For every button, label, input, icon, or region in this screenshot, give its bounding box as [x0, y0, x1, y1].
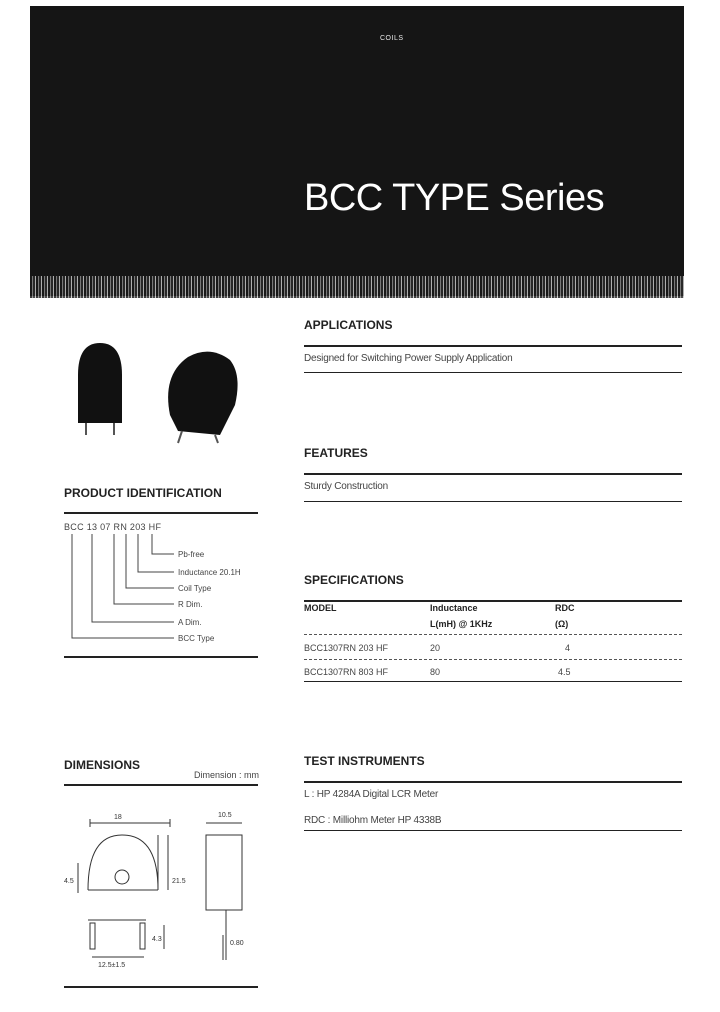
product-identification-rule-bottom — [64, 656, 258, 658]
spec-row2-model: BCC1307RN 803 HF — [304, 667, 389, 677]
test-instruments-heading: TEST INSTRUMENTS — [304, 754, 425, 768]
coil-front-image — [78, 343, 122, 435]
header-banner — [30, 6, 684, 296]
test-instrument-line-1: L : HP 4284A Digital LCR Meter — [304, 789, 439, 800]
dim-pin-length-label: 4.3 — [152, 936, 162, 943]
spec-header-rdc: RDC — [555, 603, 575, 613]
applications-heading: APPLICATIONS — [304, 318, 393, 332]
legend-inductance: Inductance 20.1H — [178, 568, 241, 577]
product-code: BCC 13 07 RN 203 HF — [64, 522, 162, 532]
dimensions-unit-note: Dimension : mm — [194, 770, 260, 780]
dimensions-rule-bottom — [64, 986, 258, 988]
legend-a-dim: A Dim. — [178, 618, 202, 627]
spec-header-rdc-unit: (Ω) — [555, 619, 569, 629]
product-code-diagram — [64, 534, 174, 646]
banner-fringe — [30, 276, 684, 298]
features-text: Sturdy Construction — [304, 481, 389, 492]
spec-row2-inductance: 80 — [430, 667, 441, 677]
legend-pb-free: Pb-free — [178, 550, 205, 559]
dim-base-width-label: 12.5±1.5 — [98, 962, 126, 969]
spec-row1-model: BCC1307RN 203 HF — [304, 643, 389, 653]
legend-coil-type: Coil Type — [178, 584, 212, 593]
coil-angled-image — [168, 352, 237, 443]
product-identification-heading: PRODUCT IDENTIFICATION — [64, 486, 222, 500]
applications-rule-bottom — [304, 372, 682, 373]
dimensions-rule-top — [64, 784, 258, 786]
test-instrument-line-2: RDC : Milliohm Meter HP 4338B — [304, 815, 442, 826]
specifications-rule-bottom — [304, 681, 682, 682]
legend-r-dim: R Dim. — [178, 600, 203, 609]
dimension-drawing — [60, 795, 260, 975]
page-title: BCC TYPE Series — [304, 177, 605, 219]
product-photo — [70, 335, 250, 455]
product-identification-rule-top — [64, 512, 258, 514]
features-rule-bottom — [304, 501, 682, 502]
spec-row-divider — [304, 659, 682, 660]
test-instruments-rule-bottom — [304, 830, 682, 831]
features-rule-top — [304, 473, 682, 475]
applications-text: Designed for Switching Power Supply Application — [304, 353, 513, 364]
legend-bcc-type: BCC Type — [178, 634, 215, 643]
spec-header-inductance-unit: L(mH) @ 1KHz — [430, 619, 493, 629]
dimensions-heading: DIMENSIONS — [64, 758, 141, 772]
dim-pitch-label: 4.5 — [64, 878, 74, 885]
spec-row2-rdc: 4.5 — [558, 667, 571, 677]
dim-height-label: 21.5 — [172, 878, 186, 885]
applications-rule-top — [304, 345, 682, 347]
spec-row1-inductance: 20 — [430, 643, 441, 653]
test-instruments-rule-top — [304, 781, 682, 783]
spec-header-inductance: Inductance — [430, 603, 478, 613]
specifications-heading: SPECIFICATIONS — [304, 573, 404, 587]
category-label: COILS — [380, 35, 404, 42]
dim-width-label: 18 — [114, 814, 122, 821]
specifications-rule-top — [304, 600, 682, 602]
spec-header-model: MODEL — [304, 603, 337, 613]
dim-pin-diameter-label: 0.80 — [230, 940, 244, 947]
dim-depth-label: 10.5 — [218, 812, 232, 819]
features-heading: FEATURES — [304, 446, 368, 460]
spec-header-divider — [304, 634, 682, 635]
spec-row1-rdc: 4 — [565, 643, 571, 653]
